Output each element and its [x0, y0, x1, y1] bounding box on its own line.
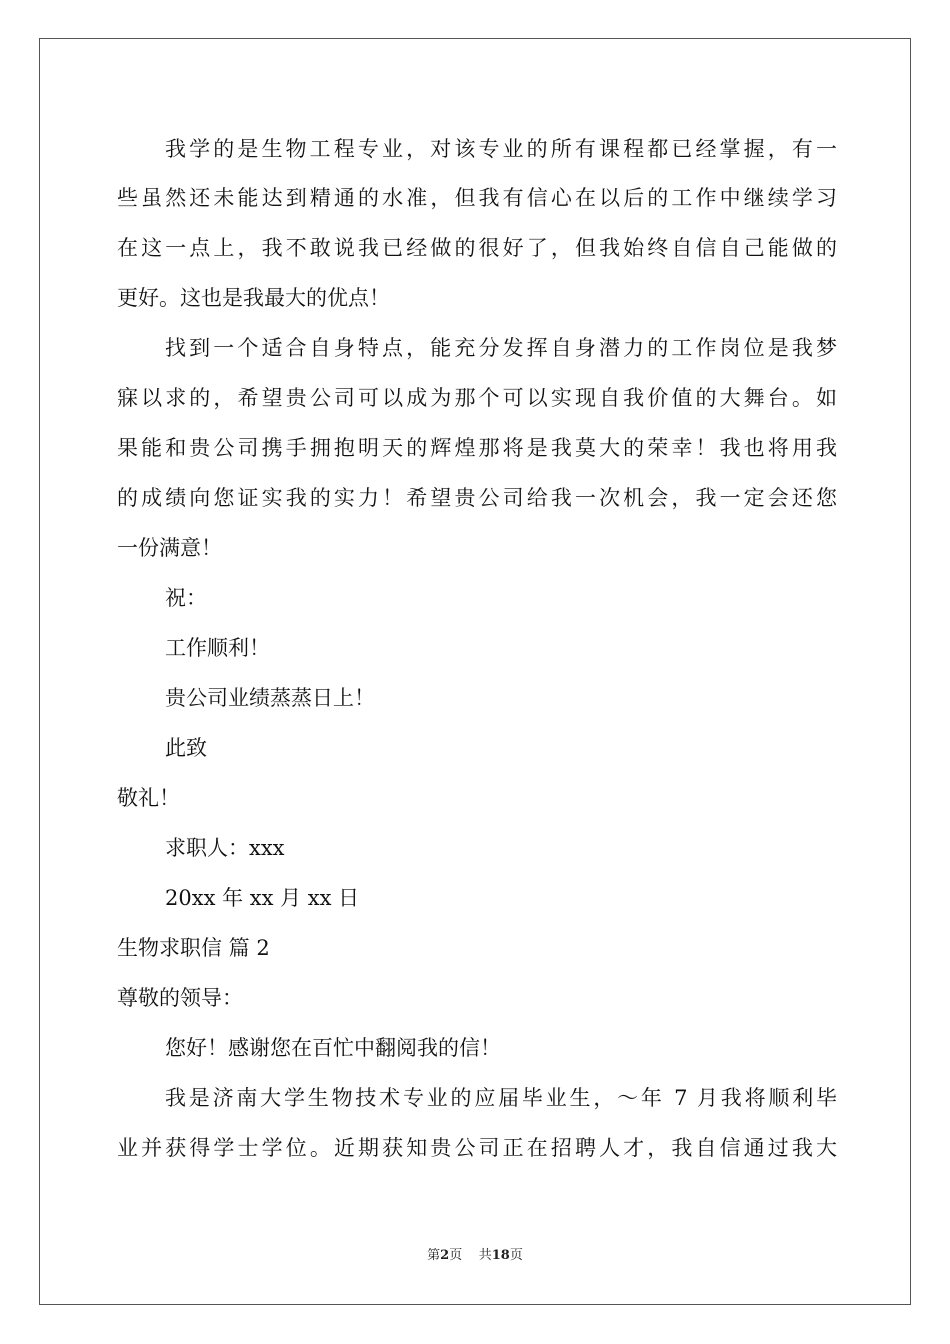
page-footer: [0, 1247, 950, 1265]
closing-wish: 贵公司业绩蒸蒸日上！: [165, 686, 375, 710]
paragraph-line: 在这一点上，我不敢说我已经做的很好了，但我始终自信自己能做的: [117, 236, 837, 260]
closing-salutation: 敬礼！: [117, 786, 180, 810]
paragraph-line: 找到一个适合自身特点，能充分发挥自身潜力的工作岗位是我梦: [165, 336, 837, 360]
footer-page-total: 18: [491, 1248, 510, 1263]
paragraph-line: 我学的是生物工程专业，对该专业的所有课程都已经掌握，有一: [165, 137, 837, 161]
signature-name: 求职人：xxx: [165, 836, 285, 860]
footer-mid: 页 共: [449, 1248, 492, 1263]
letter-salutation: 尊敬的领导：: [117, 986, 243, 1010]
footer-page-current: 2: [440, 1248, 450, 1263]
paragraph-line: 我是济南大学生物技术专业的应届毕业生，～年 7 月我将顺利毕: [165, 1086, 837, 1110]
paragraph-line: 一份满意！: [117, 536, 222, 560]
closing-salutation: 此致: [165, 736, 207, 760]
paragraph-line: 果能和贵公司携手拥抱明天的辉煌那将是我莫大的荣幸！我也将用我: [117, 436, 837, 460]
paragraph-line: 的成绩向您证实我的实力！希望贵公司给我一次机会，我一定会还您: [117, 486, 837, 510]
paragraph-line: 业并获得学士学位。近期获知贵公司正在招聘人才，我自信通过我大: [117, 1136, 837, 1160]
closing-greeting: 祝：: [165, 586, 207, 610]
section-title: 生物求职信 篇 2: [117, 936, 270, 960]
paragraph-line: 寐以求的，希望贵公司可以成为那个可以实现自我价值的大舞台。如: [117, 386, 837, 410]
closing-wish: 工作顺利！: [165, 636, 270, 660]
paragraph-line: 更好。这也是我最大的优点！: [117, 286, 390, 310]
page-border: [39, 38, 911, 1305]
footer-prefix: 第: [427, 1248, 441, 1263]
paragraph-line: 您好！感谢您在百忙中翻阅我的信！: [165, 1036, 501, 1060]
paragraph-line: 些虽然还未能达到精通的水准，但我有信心在以后的工作中继续学习: [117, 186, 837, 210]
signature-date: 20xx 年 xx 月 xx 日: [165, 886, 360, 910]
footer-suffix: 页: [509, 1248, 523, 1263]
